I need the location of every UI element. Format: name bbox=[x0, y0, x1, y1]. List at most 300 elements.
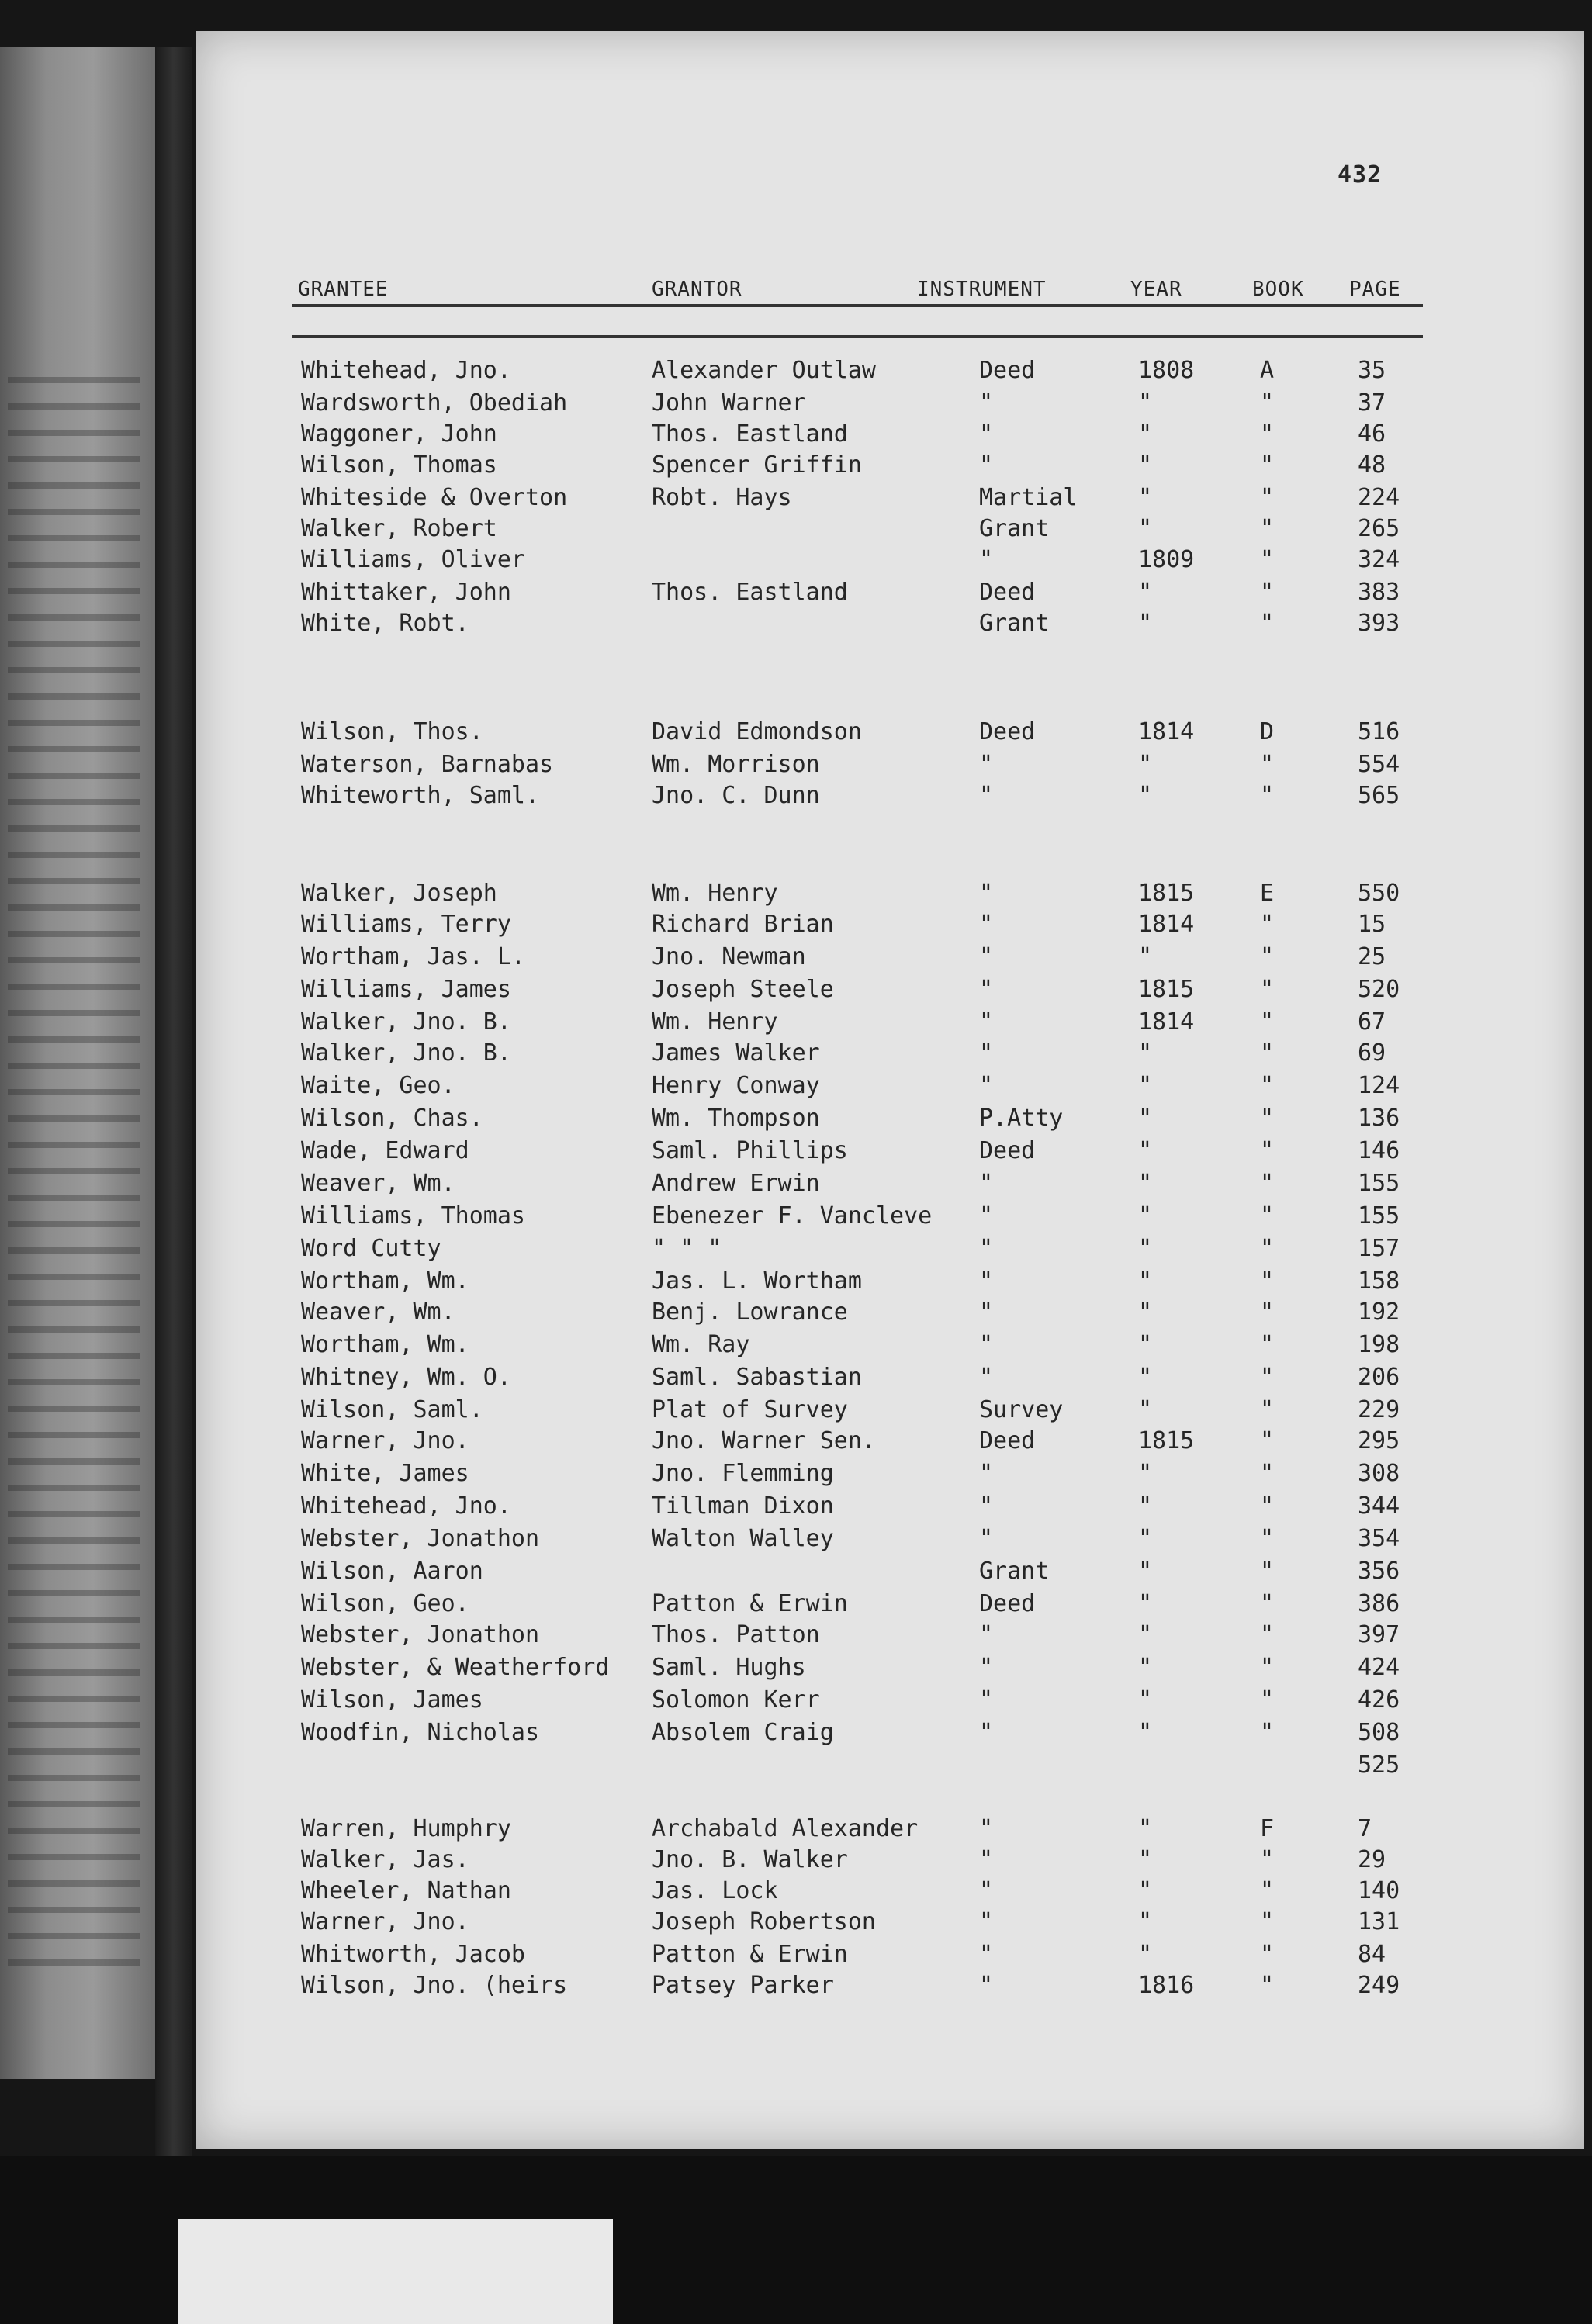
cell-book: " bbox=[1260, 1941, 1275, 1968]
cell-page: 29 bbox=[1358, 1846, 1386, 1873]
cell-page: 554 bbox=[1358, 751, 1400, 778]
cell-instrument: " bbox=[979, 1525, 994, 1552]
cell-page: 508 bbox=[1358, 1719, 1400, 1746]
cell-year: " bbox=[1138, 1235, 1153, 1262]
cell-grantor: Jno. Newman bbox=[652, 943, 806, 970]
cell-grantee: Whittaker, John bbox=[301, 579, 511, 606]
cell-grantee: Word Cutty bbox=[301, 1235, 441, 1262]
cell-grantee: Wortham, Wm. bbox=[301, 1267, 469, 1295]
table-row bbox=[196, 1686, 1584, 1717]
cell-grantor: Wm. Ray bbox=[652, 1331, 750, 1358]
cell-grantor: Richard Brian bbox=[652, 911, 834, 938]
cell-grantee: Weaver, Wm. bbox=[301, 1299, 455, 1326]
cell-page: 249 bbox=[1358, 1972, 1400, 1999]
table-row bbox=[196, 1202, 1584, 1233]
cell-page: 155 bbox=[1358, 1202, 1400, 1229]
cell-book: " bbox=[1260, 1235, 1275, 1262]
cell-instrument: " bbox=[979, 1202, 994, 1229]
cell-book: " bbox=[1260, 751, 1275, 778]
table-row bbox=[196, 880, 1584, 911]
cell-book: " bbox=[1260, 546, 1275, 573]
cell-grantee: Wardsworth, Obediah bbox=[301, 389, 568, 417]
cell-page: 424 bbox=[1358, 1654, 1400, 1681]
table-row bbox=[196, 1877, 1584, 1908]
cell-book: " bbox=[1260, 1877, 1275, 1904]
cell-book: " bbox=[1260, 1331, 1275, 1358]
cell-grantor: Wm. Henry bbox=[652, 880, 778, 907]
cell-grantor: Saml. Sabastian bbox=[652, 1364, 862, 1391]
cell-page: 229 bbox=[1358, 1396, 1400, 1423]
cell-year: " bbox=[1138, 1941, 1153, 1968]
cell-grantor: Wm. Morrison bbox=[652, 751, 820, 778]
cell-grantee: Williams, Terry bbox=[301, 911, 511, 938]
cell-instrument: " bbox=[979, 451, 994, 479]
cell-year: " bbox=[1138, 1525, 1153, 1552]
table-row bbox=[196, 1908, 1584, 1939]
table-row bbox=[196, 1492, 1584, 1523]
cell-year: " bbox=[1138, 1908, 1153, 1935]
cell-book: " bbox=[1260, 515, 1275, 542]
cell-year: " bbox=[1138, 1621, 1153, 1648]
table-row bbox=[196, 1299, 1584, 1330]
cell-page: 354 bbox=[1358, 1525, 1400, 1552]
table-row bbox=[196, 911, 1584, 942]
table-row bbox=[196, 976, 1584, 1007]
cell-year: " bbox=[1138, 1846, 1153, 1873]
cell-grantor: Absolem Craig bbox=[652, 1719, 834, 1746]
cell-grantor: Patton & Erwin bbox=[652, 1590, 848, 1617]
cell-grantor: Joseph Robertson bbox=[652, 1908, 876, 1935]
table-row bbox=[196, 1941, 1584, 1972]
cell-book: " bbox=[1260, 976, 1275, 1003]
cell-page: 308 bbox=[1358, 1460, 1400, 1487]
cell-instrument: " bbox=[979, 389, 994, 417]
cell-grantor: Solomon Kerr bbox=[652, 1686, 820, 1714]
cell-year: " bbox=[1138, 1686, 1153, 1714]
table-row bbox=[196, 420, 1584, 451]
cell-year: 1815 bbox=[1138, 976, 1195, 1003]
cell-year: " bbox=[1138, 420, 1153, 448]
table-row bbox=[196, 1105, 1584, 1136]
table-row bbox=[196, 1364, 1584, 1395]
table-row bbox=[196, 1590, 1584, 1621]
table-row bbox=[196, 1815, 1584, 1846]
cell-grantee: Whiteside & Overton bbox=[301, 484, 568, 511]
table-row bbox=[196, 484, 1584, 515]
cell-book: " bbox=[1260, 484, 1275, 511]
cell-grantor: Thos. Eastland bbox=[652, 420, 848, 448]
cell-year: " bbox=[1138, 1590, 1153, 1617]
cell-book: " bbox=[1260, 943, 1275, 970]
cell-grantor: Jno. Flemming bbox=[652, 1460, 834, 1487]
cell-page: 383 bbox=[1358, 579, 1400, 606]
cell-instrument: " bbox=[979, 1686, 994, 1714]
cell-grantee: Wilson, Jno. (heirs bbox=[301, 1972, 568, 1999]
cell-year: " bbox=[1138, 751, 1153, 778]
cell-year: " bbox=[1138, 1654, 1153, 1681]
cell-grantee: Wheeler, Nathan bbox=[301, 1877, 511, 1904]
table-row bbox=[196, 943, 1584, 974]
cell-book: " bbox=[1260, 782, 1275, 809]
cell-grantee: Wade, Edward bbox=[301, 1137, 469, 1164]
table-row bbox=[196, 782, 1584, 813]
cell-book: " bbox=[1260, 1492, 1275, 1520]
cell-page: 67 bbox=[1358, 1008, 1386, 1036]
cell-instrument: " bbox=[979, 1621, 994, 1648]
column-header-book: BOOK bbox=[1252, 278, 1304, 301]
header-rule-top bbox=[292, 304, 1423, 307]
cell-instrument: " bbox=[979, 1267, 994, 1295]
cell-grantee: Whitney, Wm. O. bbox=[301, 1364, 511, 1391]
cell-grantor: Jno. Warner Sen. bbox=[652, 1427, 876, 1454]
cell-page: 146 bbox=[1358, 1137, 1400, 1164]
cell-book: E bbox=[1260, 880, 1275, 907]
cell-instrument: Grant bbox=[979, 1558, 1050, 1585]
cell-page: 397 bbox=[1358, 1621, 1400, 1648]
table-row bbox=[196, 1719, 1584, 1750]
cell-instrument: " bbox=[979, 1170, 994, 1197]
cell-book: " bbox=[1260, 1460, 1275, 1487]
cell-year: " bbox=[1138, 1137, 1153, 1164]
cell-grantor: Robt. Hays bbox=[652, 484, 792, 511]
cell-page: 136 bbox=[1358, 1105, 1400, 1132]
cell-instrument: Grant bbox=[979, 610, 1050, 637]
table-row bbox=[196, 546, 1584, 577]
cell-year: " bbox=[1138, 1396, 1153, 1423]
cell-instrument: Deed bbox=[979, 1590, 1036, 1617]
table-row bbox=[196, 1235, 1584, 1266]
cell-year: 1814 bbox=[1138, 718, 1195, 745]
cell-book: " bbox=[1260, 1267, 1275, 1295]
cell-grantee: Whiteworth, Saml. bbox=[301, 782, 540, 809]
cell-grantee: Wilson, Thomas bbox=[301, 451, 497, 479]
cell-year: 1815 bbox=[1138, 1427, 1195, 1454]
cell-book: " bbox=[1260, 1396, 1275, 1423]
table-row bbox=[196, 1008, 1584, 1039]
cell-page: 37 bbox=[1358, 389, 1386, 417]
cell-book: " bbox=[1260, 1072, 1275, 1099]
cell-instrument: Deed bbox=[979, 579, 1036, 606]
cell-grantor: Patton & Erwin bbox=[652, 1941, 848, 1968]
cell-book: " bbox=[1260, 1039, 1275, 1067]
cell-instrument: " bbox=[979, 1815, 994, 1842]
cell-book: " bbox=[1260, 1908, 1275, 1935]
cell-grantee: Wilson, Chas. bbox=[301, 1105, 483, 1132]
cell-year: " bbox=[1138, 1364, 1153, 1391]
cell-book: " bbox=[1260, 911, 1275, 938]
cell-instrument: " bbox=[979, 1460, 994, 1487]
book-binding bbox=[155, 47, 192, 2156]
cell-page: 224 bbox=[1358, 484, 1400, 511]
cell-grantee: Whitehead, Jno. bbox=[301, 357, 511, 384]
cell-grantor: Spencer Griffin bbox=[652, 451, 862, 479]
cell-book: " bbox=[1260, 1654, 1275, 1681]
table-row bbox=[196, 1558, 1584, 1589]
cell-page: 516 bbox=[1358, 718, 1400, 745]
cell-page: 157 bbox=[1358, 1235, 1400, 1262]
cell-book: F bbox=[1260, 1815, 1275, 1842]
cell-instrument: " bbox=[979, 1331, 994, 1358]
cell-book: " bbox=[1260, 1525, 1275, 1552]
cell-book: D bbox=[1260, 718, 1275, 745]
cell-grantee: Walker, Jno. B. bbox=[301, 1039, 511, 1067]
cell-year: " bbox=[1138, 1558, 1153, 1585]
cell-grantee: Waite, Geo. bbox=[301, 1072, 455, 1099]
cell-book: " bbox=[1260, 1972, 1275, 1999]
cell-page: 158 bbox=[1358, 1267, 1400, 1295]
cell-grantor: Jas. L. Wortham bbox=[652, 1267, 862, 1295]
cell-page: 140 bbox=[1358, 1877, 1400, 1904]
cell-page: 356 bbox=[1358, 1558, 1400, 1585]
table-row bbox=[196, 1846, 1584, 1877]
cell-year: 1809 bbox=[1138, 546, 1195, 573]
cell-year: " bbox=[1138, 1170, 1153, 1197]
cell-grantee: Warner, Jno. bbox=[301, 1908, 469, 1935]
table-row bbox=[196, 610, 1584, 641]
cell-instrument: " bbox=[979, 1941, 994, 1968]
cell-grantee: Wortham, Wm. bbox=[301, 1331, 469, 1358]
adjacent-book-page bbox=[0, 47, 155, 2079]
page-number: 432 bbox=[1338, 161, 1383, 188]
bottom-paper-edge bbox=[178, 2219, 613, 2324]
cell-page: 265 bbox=[1358, 515, 1400, 542]
cell-instrument: Grant bbox=[979, 515, 1050, 542]
cell-instrument: Martial bbox=[979, 484, 1078, 511]
cell-instrument: " bbox=[979, 1877, 994, 1904]
cell-book: A bbox=[1260, 357, 1275, 384]
cell-grantor: Joseph Steele bbox=[652, 976, 834, 1003]
cell-grantor: Archabald Alexander bbox=[652, 1815, 919, 1842]
cell-page: 46 bbox=[1358, 420, 1386, 448]
cell-page: 344 bbox=[1358, 1492, 1400, 1520]
cell-instrument: " bbox=[979, 1972, 994, 1999]
cell-instrument: " bbox=[979, 1072, 994, 1099]
table-row bbox=[196, 1752, 1584, 1783]
cell-page: 155 bbox=[1358, 1170, 1400, 1197]
cell-grantee: Wilson, Thos. bbox=[301, 718, 483, 745]
cell-grantee: Wilson, Aaron bbox=[301, 1558, 483, 1585]
cell-page: 124 bbox=[1358, 1072, 1400, 1099]
table-row bbox=[196, 579, 1584, 610]
cell-grantee: Williams, Oliver bbox=[301, 546, 525, 573]
cell-grantor: Saml. Hughs bbox=[652, 1654, 806, 1681]
cell-instrument: " bbox=[979, 1364, 994, 1391]
cell-year: 1808 bbox=[1138, 357, 1195, 384]
cell-page: 295 bbox=[1358, 1427, 1400, 1454]
table-row bbox=[196, 515, 1584, 546]
cell-page: 131 bbox=[1358, 1908, 1400, 1935]
adjacent-page-text bbox=[8, 357, 140, 1986]
cell-year: 1814 bbox=[1138, 1008, 1195, 1036]
cell-grantor: John Warner bbox=[652, 389, 806, 417]
cell-instrument: " bbox=[979, 1654, 994, 1681]
cell-instrument: " bbox=[979, 880, 994, 907]
cell-instrument: Survey bbox=[979, 1396, 1064, 1423]
cell-grantee: Williams, James bbox=[301, 976, 511, 1003]
cell-grantee: Whitworth, Jacob bbox=[301, 1941, 525, 1968]
cell-book: " bbox=[1260, 1686, 1275, 1714]
cell-grantor: Henry Conway bbox=[652, 1072, 820, 1099]
cell-instrument: " bbox=[979, 1039, 994, 1067]
column-header-year: YEAR bbox=[1130, 278, 1182, 301]
cell-instrument: " bbox=[979, 751, 994, 778]
cell-book: " bbox=[1260, 1719, 1275, 1746]
table-row bbox=[196, 751, 1584, 782]
cell-grantor: Patsey Parker bbox=[652, 1972, 834, 1999]
cell-page: 520 bbox=[1358, 976, 1400, 1003]
cell-page: 15 bbox=[1358, 911, 1386, 938]
cell-year: " bbox=[1138, 943, 1153, 970]
cell-book: " bbox=[1260, 1137, 1275, 1164]
cell-book: " bbox=[1260, 451, 1275, 479]
cell-grantee: Walker, Jas. bbox=[301, 1846, 469, 1873]
cell-book: " bbox=[1260, 579, 1275, 606]
cell-grantee: Weaver, Wm. bbox=[301, 1170, 455, 1197]
cell-instrument: " bbox=[979, 1235, 994, 1262]
cell-grantee: Warren, Humphry bbox=[301, 1815, 511, 1842]
cell-grantee: Wilson, Geo. bbox=[301, 1590, 469, 1617]
table-row bbox=[196, 1460, 1584, 1491]
cell-grantee: Williams, Thomas bbox=[301, 1202, 525, 1229]
cell-grantee: White, Robt. bbox=[301, 610, 469, 637]
cell-year: " bbox=[1138, 515, 1153, 542]
cell-page: 565 bbox=[1358, 782, 1400, 809]
cell-year: " bbox=[1138, 389, 1153, 417]
cell-page: 550 bbox=[1358, 880, 1400, 907]
cell-instrument: Deed bbox=[979, 1137, 1036, 1164]
cell-year: " bbox=[1138, 1492, 1153, 1520]
cell-book: " bbox=[1260, 1558, 1275, 1585]
cell-instrument: " bbox=[979, 1492, 994, 1520]
cell-instrument: " bbox=[979, 782, 994, 809]
cell-grantee: Whitehead, Jno. bbox=[301, 1492, 511, 1520]
table-row bbox=[196, 1654, 1584, 1685]
table-row bbox=[196, 389, 1584, 420]
cell-instrument: " bbox=[979, 976, 994, 1003]
cell-book: " bbox=[1260, 1621, 1275, 1648]
cell-instrument: " bbox=[979, 1846, 994, 1873]
cell-page: 386 bbox=[1358, 1590, 1400, 1617]
cell-book: " bbox=[1260, 389, 1275, 417]
cell-grantee: Webster, & Weatherford bbox=[301, 1654, 610, 1681]
table-row bbox=[196, 1170, 1584, 1201]
cell-page: 393 bbox=[1358, 610, 1400, 637]
cell-year: 1815 bbox=[1138, 880, 1195, 907]
table-row bbox=[196, 718, 1584, 749]
cell-book: " bbox=[1260, 1364, 1275, 1391]
cell-page: 525 bbox=[1358, 1752, 1400, 1779]
column-header-page: PAGE bbox=[1349, 278, 1401, 301]
cell-grantee: Wilson, James bbox=[301, 1686, 483, 1714]
cell-book: " bbox=[1260, 1170, 1275, 1197]
cell-grantor: Ebenezer F. Vancleve bbox=[652, 1202, 933, 1229]
cell-year: " bbox=[1138, 1877, 1153, 1904]
cell-book: " bbox=[1260, 1008, 1275, 1036]
cell-grantor: " " " bbox=[652, 1235, 722, 1262]
cell-year: " bbox=[1138, 1202, 1153, 1229]
cell-year: " bbox=[1138, 484, 1153, 511]
cell-page: 192 bbox=[1358, 1299, 1400, 1326]
table-row bbox=[196, 1331, 1584, 1362]
cell-grantor: Jno. C. Dunn bbox=[652, 782, 820, 809]
cell-grantor: Jas. Lock bbox=[652, 1877, 778, 1904]
cell-year: " bbox=[1138, 1072, 1153, 1099]
cell-book: " bbox=[1260, 1299, 1275, 1326]
cell-grantee: Walker, Robert bbox=[301, 515, 497, 542]
table-row bbox=[196, 1621, 1584, 1652]
cell-year: " bbox=[1138, 1815, 1153, 1842]
cell-instrument: " bbox=[979, 546, 994, 573]
document-page bbox=[196, 31, 1584, 2149]
cell-instrument: " bbox=[979, 1908, 994, 1935]
cell-grantee: Wilson, Saml. bbox=[301, 1396, 483, 1423]
cell-year: " bbox=[1138, 1039, 1153, 1067]
cell-year: " bbox=[1138, 1105, 1153, 1132]
cell-grantee: Waggoner, John bbox=[301, 420, 497, 448]
cell-grantor: Andrew Erwin bbox=[652, 1170, 820, 1197]
cell-page: 84 bbox=[1358, 1941, 1386, 1968]
cell-page: 324 bbox=[1358, 546, 1400, 573]
cell-instrument: " bbox=[979, 420, 994, 448]
cell-instrument: " bbox=[979, 943, 994, 970]
table-row bbox=[196, 357, 1584, 388]
table-row bbox=[196, 1525, 1584, 1556]
cell-grantee: Waterson, Barnabas bbox=[301, 751, 554, 778]
cell-book: " bbox=[1260, 1427, 1275, 1454]
cell-grantor: Benj. Lowrance bbox=[652, 1299, 848, 1326]
cell-book: " bbox=[1260, 1105, 1275, 1132]
cell-grantor: Wm. Henry bbox=[652, 1008, 778, 1036]
cell-page: 48 bbox=[1358, 451, 1386, 479]
cell-grantor: Jno. B. Walker bbox=[652, 1846, 848, 1873]
cell-book: " bbox=[1260, 1846, 1275, 1873]
table-row bbox=[196, 1427, 1584, 1458]
cell-book: " bbox=[1260, 610, 1275, 637]
cell-year: " bbox=[1138, 451, 1153, 479]
cell-year: " bbox=[1138, 1719, 1153, 1746]
cell-year: " bbox=[1138, 782, 1153, 809]
cell-grantee: Wortham, Jas. L. bbox=[301, 943, 525, 970]
cell-book: " bbox=[1260, 1202, 1275, 1229]
cell-grantor: James Walker bbox=[652, 1039, 820, 1067]
cell-grantee: Warner, Jno. bbox=[301, 1427, 469, 1454]
cell-grantor: Thos. Eastland bbox=[652, 579, 848, 606]
cell-instrument: " bbox=[979, 911, 994, 938]
cell-page: 206 bbox=[1358, 1364, 1400, 1391]
cell-page: 426 bbox=[1358, 1686, 1400, 1714]
cell-grantor: Walton Walley bbox=[652, 1525, 834, 1552]
cell-page: 7 bbox=[1358, 1815, 1372, 1842]
cell-grantor: Plat of Survey bbox=[652, 1396, 848, 1423]
table-row bbox=[196, 1137, 1584, 1168]
table-row bbox=[196, 1267, 1584, 1299]
cell-grantee: White, James bbox=[301, 1460, 469, 1487]
cell-page: 198 bbox=[1358, 1331, 1400, 1358]
cell-grantee: Walker, Jno. B. bbox=[301, 1008, 511, 1036]
cell-year: 1814 bbox=[1138, 911, 1195, 938]
table-row bbox=[196, 1039, 1584, 1070]
column-header-grantor: GRANTOR bbox=[652, 278, 742, 301]
cell-grantor: Alexander Outlaw bbox=[652, 357, 876, 384]
cell-grantor: David Edmondson bbox=[652, 718, 862, 745]
cell-instrument: Deed bbox=[979, 357, 1036, 384]
cell-year: " bbox=[1138, 1460, 1153, 1487]
table-row bbox=[196, 1396, 1584, 1427]
cell-instrument: Deed bbox=[979, 1427, 1036, 1454]
cell-instrument: Deed bbox=[979, 718, 1036, 745]
cell-instrument: " bbox=[979, 1719, 994, 1746]
cell-page: 69 bbox=[1358, 1039, 1386, 1067]
